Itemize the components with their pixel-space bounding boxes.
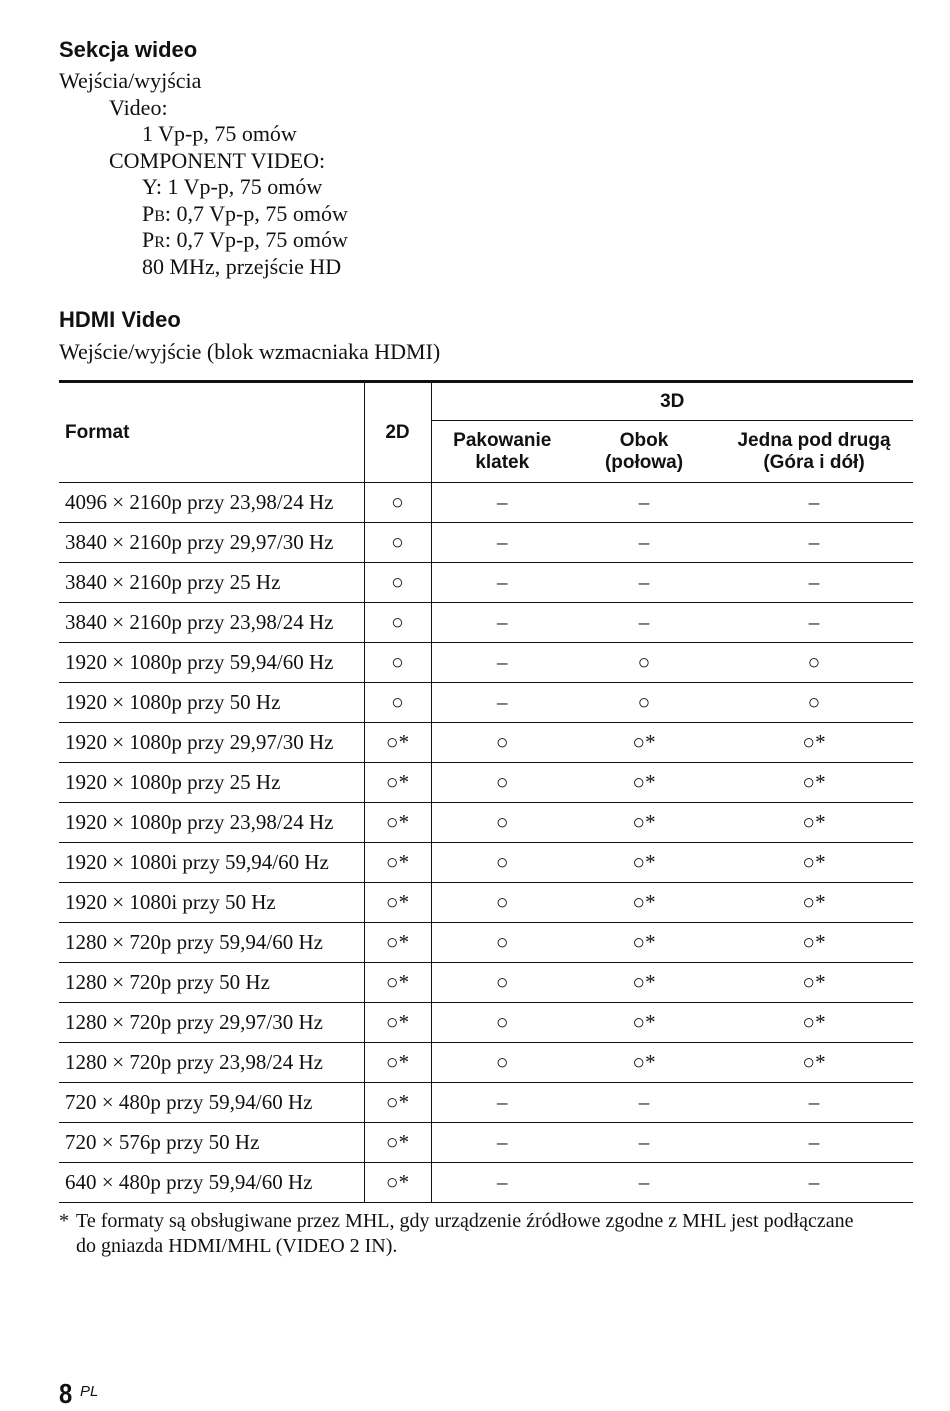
cell-2d: ○ [364, 523, 431, 563]
cell-format: 640 × 480p przy 59,94/60 Hz [59, 1163, 364, 1203]
y-spec [142, 174, 322, 200]
cell-frame-packing: – [431, 563, 573, 603]
cell-frame-packing: ○ [431, 843, 573, 883]
cell-side-by-side: ○* [573, 1043, 715, 1083]
footnote [59, 1209, 859, 1259]
cell-side-by-side: ○* [573, 723, 715, 763]
table-row [59, 963, 913, 1003]
cell-2d: ○* [364, 723, 431, 763]
cell-side-by-side: – [573, 1123, 715, 1163]
table-row [59, 603, 913, 643]
footnote-text: Te formaty są obsługiwane przez MHL, gdy urządzenie źródłowe zgodne z MHL jest podłączane do gniazda HDMI/MHL (VIDEO 2 IN). [76, 1210, 854, 1257]
cell-frame-packing: ○ [431, 923, 573, 963]
cell-frame-packing: ○ [431, 723, 573, 763]
cell-format: 1920 × 1080p przy 29,97/30 Hz [59, 723, 364, 763]
cell-top-bottom: ○* [715, 1003, 913, 1043]
pr-sub: R [154, 234, 165, 251]
header-side-by-side-line2: (połowa) [604, 451, 684, 473]
cell-format: 3840 × 2160p przy 29,97/30 Hz [59, 523, 364, 563]
cell-side-by-side: ○* [573, 963, 715, 1003]
cell-frame-packing: – [431, 603, 573, 643]
table-row [59, 843, 913, 883]
table-row [59, 643, 913, 683]
cell-frame-packing: – [431, 523, 573, 563]
cell-side-by-side: ○ [573, 683, 715, 723]
video-section-title: Sekcja wideo [59, 37, 198, 62]
cell-format: 720 × 480p przy 59,94/60 Hz [59, 1083, 364, 1123]
cell-frame-packing: ○ [431, 963, 573, 1003]
cell-2d: ○* [364, 923, 431, 963]
cell-frame-packing: – [431, 1163, 573, 1203]
cell-2d: ○* [364, 1163, 431, 1203]
cell-top-bottom: – [715, 603, 913, 643]
freq-spec: 80 MHz, przejście HD [142, 254, 342, 279]
cell-2d: ○ [364, 483, 431, 523]
header-side-by-side [573, 421, 715, 483]
cell-top-bottom: ○ [715, 643, 913, 683]
header-3d: 3D [431, 382, 913, 421]
cell-frame-packing: ○ [431, 1043, 573, 1083]
cell-format: 720 × 576p przy 50 Hz [59, 1123, 364, 1163]
pr-value: : 0,7 Vp-p, 75 omów [164, 227, 348, 252]
cell-side-by-side: ○* [573, 883, 715, 923]
cell-format: 1920 × 1080i przy 59,94/60 Hz [59, 843, 364, 883]
y-label: Y [142, 174, 156, 199]
cell-2d: ○* [364, 1083, 431, 1123]
cell-format: 1280 × 720p przy 29,97/30 Hz [59, 1003, 364, 1043]
header-frame-packing-line2: klatek [475, 451, 530, 473]
cell-format: 4096 × 2160p przy 23,98/24 Hz [59, 483, 364, 523]
cell-side-by-side: ○ [573, 643, 715, 683]
cell-frame-packing: ○ [431, 803, 573, 843]
cell-format: 1280 × 720p przy 59,94/60 Hz [59, 923, 364, 963]
cell-top-bottom: – [715, 523, 913, 563]
cell-top-bottom: ○* [715, 923, 913, 963]
cell-top-bottom: ○* [715, 1043, 913, 1083]
cell-frame-packing: ○ [431, 883, 573, 923]
cell-2d: ○ [364, 603, 431, 643]
header-frame-packing [431, 421, 573, 483]
header-top-bottom [715, 421, 913, 483]
cell-side-by-side: ○* [573, 763, 715, 803]
table-row [59, 1003, 913, 1043]
cell-side-by-side: – [573, 1163, 715, 1203]
table-row [59, 1043, 913, 1083]
cell-frame-packing: – [431, 643, 573, 683]
cell-format: 1280 × 720p przy 23,98/24 Hz [59, 1043, 364, 1083]
cell-2d: ○* [364, 1043, 431, 1083]
hdmi-format-table [59, 380, 913, 1203]
table-row [59, 563, 913, 603]
cell-frame-packing: ○ [431, 763, 573, 803]
cell-2d: ○ [364, 643, 431, 683]
cell-side-by-side: – [573, 483, 715, 523]
y-value: : 1 Vp-p, 75 omów [155, 174, 323, 199]
cell-side-by-side: ○* [573, 923, 715, 963]
header-side-by-side-line1: Obok [619, 429, 669, 451]
header-format: Format [65, 421, 130, 443]
cell-format: 3840 × 2160p przy 23,98/24 Hz [59, 603, 364, 643]
table-row [59, 523, 913, 563]
cell-2d: ○* [364, 763, 431, 803]
table-row [59, 923, 913, 963]
pb-main: P [142, 201, 155, 226]
table-row [59, 803, 913, 843]
cell-2d: ○* [364, 1123, 431, 1163]
cell-frame-packing: ○ [431, 1003, 573, 1043]
pb-sub: B [154, 208, 165, 225]
cell-format: 3840 × 2160p przy 25 Hz [59, 563, 364, 603]
cell-top-bottom: – [715, 483, 913, 523]
cell-2d: ○* [364, 1003, 431, 1043]
cell-2d: ○ [364, 683, 431, 723]
cell-side-by-side: – [573, 1083, 715, 1123]
cell-top-bottom: ○* [715, 883, 913, 923]
cell-format: 1920 × 1080p przy 25 Hz [59, 763, 364, 803]
cell-side-by-side: – [573, 563, 715, 603]
cell-format: 1920 × 1080p przy 23,98/24 Hz [59, 803, 364, 843]
header-top-bottom-line1: Jedna pod drugą [737, 429, 891, 451]
cell-side-by-side: ○* [573, 803, 715, 843]
table-row [59, 763, 913, 803]
pb-value: : 0,7 Vp-p, 75 omów [164, 201, 348, 226]
cell-format: 1920 × 1080i przy 50 Hz [59, 883, 364, 923]
cell-top-bottom: ○ [715, 683, 913, 723]
pr-spec [142, 227, 348, 256]
table-row [59, 1123, 913, 1163]
cell-2d: ○ [364, 563, 431, 603]
cell-format: 1920 × 1080p przy 50 Hz [59, 683, 364, 723]
cell-side-by-side: – [573, 603, 715, 643]
cell-2d: ○* [364, 963, 431, 1003]
io-label: Wejścia/wyjścia [59, 68, 202, 93]
component-label: COMPONENT VIDEO: [109, 148, 326, 173]
cell-top-bottom: ○* [715, 723, 913, 763]
video-value: 1 Vp-p, 75 omów [142, 121, 297, 146]
cell-top-bottom: – [715, 1163, 913, 1203]
cell-frame-packing: – [431, 1083, 573, 1123]
cell-side-by-side: – [573, 523, 715, 563]
cell-top-bottom: – [715, 563, 913, 603]
footnote-marker: * [59, 1210, 69, 1232]
cell-top-bottom: – [715, 1083, 913, 1123]
cell-format: 1280 × 720p przy 50 Hz [59, 963, 364, 1003]
pr-main: P [142, 227, 155, 252]
table-row [59, 723, 913, 763]
cell-top-bottom: ○* [715, 763, 913, 803]
page-number: 8 [59, 1378, 73, 1409]
cell-2d: ○* [364, 843, 431, 883]
hdmi-subtitle: Wejście/wyjście (blok wzmacniaka HDMI) [59, 339, 441, 364]
table-row [59, 1163, 913, 1203]
cell-2d: ○* [364, 883, 431, 923]
cell-top-bottom: ○* [715, 803, 913, 843]
page-lang: PL [80, 1383, 99, 1400]
video-label: Video: [109, 95, 168, 120]
header-2d: 2D [364, 382, 431, 483]
cell-frame-packing: – [431, 1123, 573, 1163]
cell-side-by-side: ○* [573, 1003, 715, 1043]
cell-frame-packing: – [431, 483, 573, 523]
table-row [59, 883, 913, 923]
hdmi-section-title: HDMI Video [59, 307, 181, 332]
cell-top-bottom: ○* [715, 963, 913, 1003]
pb-spec [142, 201, 348, 230]
header-frame-packing-line1: Pakowanie [453, 429, 552, 451]
cell-side-by-side: ○* [573, 843, 715, 883]
cell-top-bottom: – [715, 1123, 913, 1163]
table-row [59, 483, 913, 523]
header-top-bottom-line2: (Góra i dół) [763, 451, 865, 473]
cell-2d: ○* [364, 803, 431, 843]
table-row [59, 1083, 913, 1123]
cell-top-bottom: ○* [715, 843, 913, 883]
cell-format: 1920 × 1080p przy 59,94/60 Hz [59, 643, 364, 683]
cell-frame-packing: – [431, 683, 573, 723]
table-row [59, 683, 913, 723]
